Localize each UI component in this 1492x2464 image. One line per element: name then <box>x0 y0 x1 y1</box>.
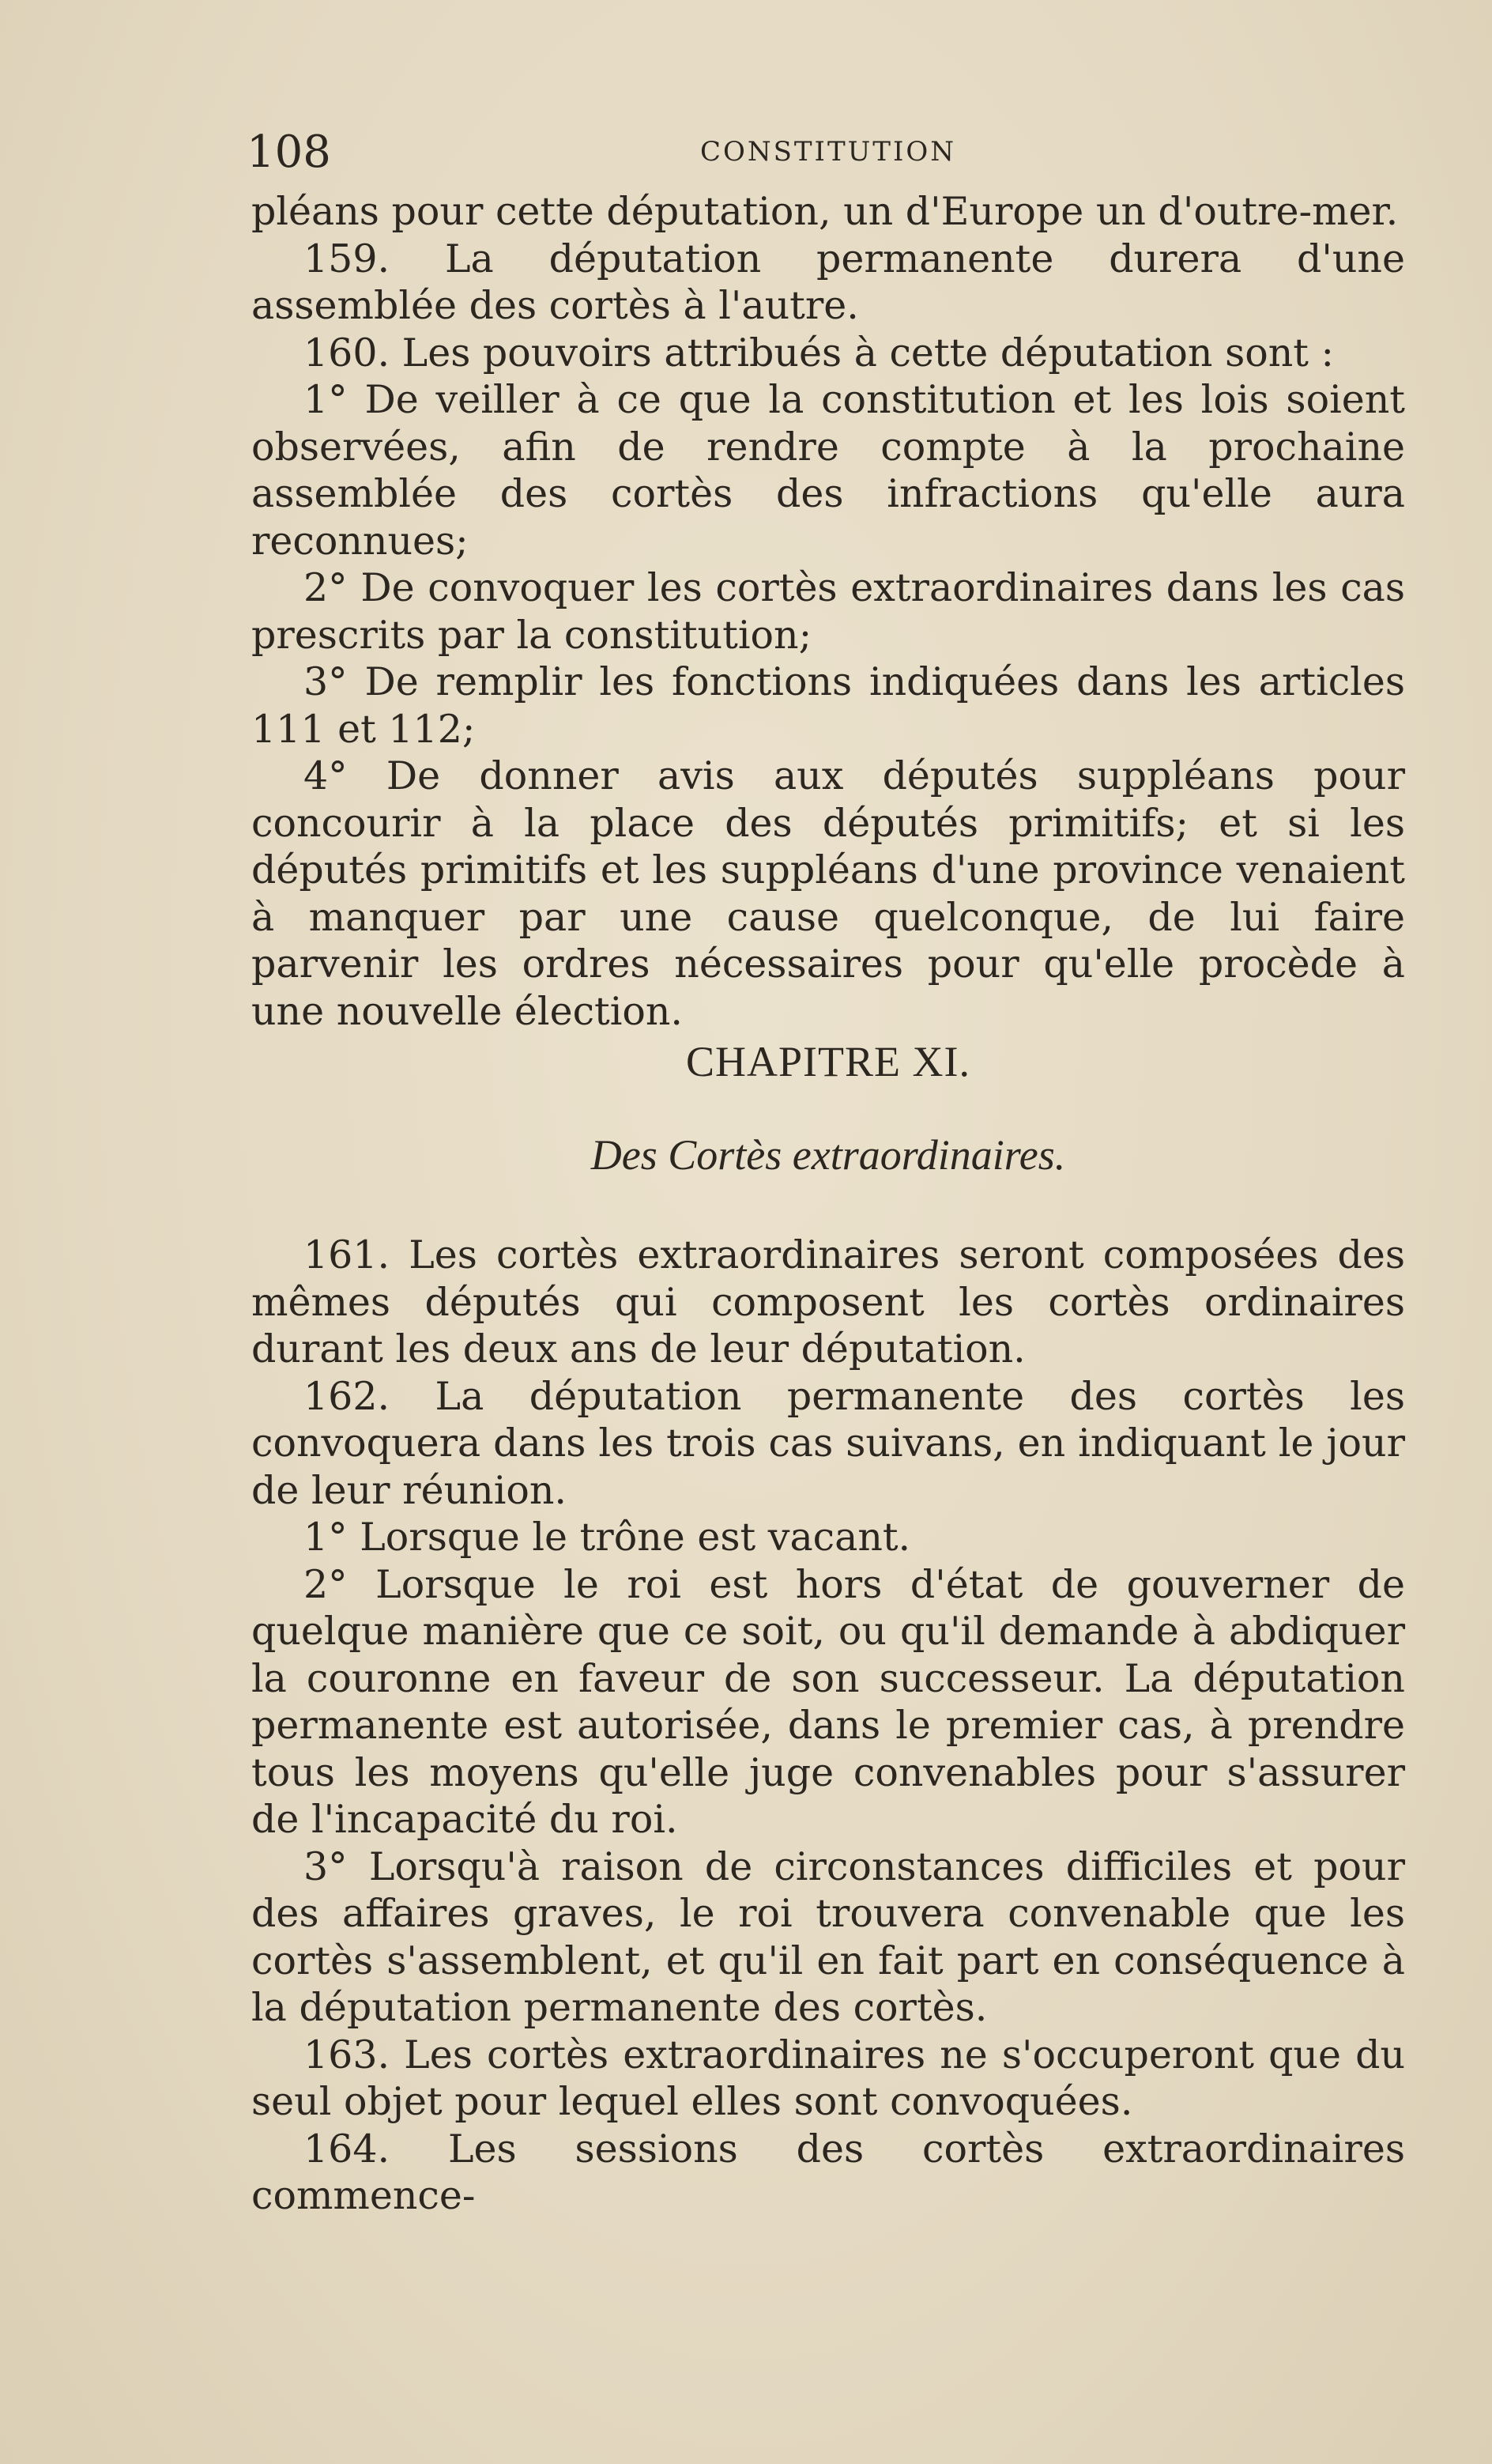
paragraph: 1° Lorsque le trône est vacant. <box>303 1515 911 1560</box>
paragraph: 2° De convoquer les cortès extraordinaires dans les cas prescrits par la constitution; <box>251 565 1405 658</box>
paragraph: 161. Les cortès extraordinaires seront composées des mêmes députés qui composent les cortès ordinaires durant les deux ans de leur députation. <box>251 1232 1405 1372</box>
paragraph: 160. Les pouvoirs attribués à cette députation sont : <box>303 330 1335 375</box>
running-head: CONSTITUTION <box>699 136 957 168</box>
chapter-subtitle: Des Cortès extraordinaires. <box>590 1131 1066 1179</box>
paragraph: 159. La députation permanente durera d'une assemblée des cortès à l'autre. <box>251 236 1405 328</box>
paragraph: 164. Les sessions des cortès extraordinaires commence- <box>251 2126 1405 2218</box>
paragraph: 1° De veiller à ce que la constitution et les lois soient observées, afin de rendre compte à la prochaine assemblée des cortès des infractions qu'elle aura reconnues; <box>251 377 1405 564</box>
paragraph: pléans pour cette députation, un d'Europe un d'outre-mer. <box>251 189 1399 234</box>
text-block-bottom <box>251 1232 1405 2220</box>
text-block-top <box>251 188 1405 1035</box>
paragraph: 162. La députation permanente des cortès les convoquera dans les trois cas suivans, en indiquant le jour de leur réunion. <box>251 1373 1405 1513</box>
page-number: 108 <box>247 126 331 178</box>
paragraph: 4° De donner avis aux députés suppléans pour concourir à la place des députés primitifs; et si les députés primitifs et les suppléans d'une province venaient à manquer par une cause quelconque, de lui faire parvenir les ordres nécessaires pour qu'elle procède à une nouvelle élection. <box>251 753 1405 1034</box>
paragraph: 2° Lorsque le roi est hors d'état de gouverner de quelque manière que ce soit, ou qu'il demande à abdiquer la couronne en faveur de son successeur. La députation permanente est autorisée, dans le premier cas, à prendre tous les moyens qu'elle juge convenables pour s'assurer de l'incapacité du roi. <box>251 1561 1405 1842</box>
chapter-title: CHAPITRE XI. <box>686 1038 970 1085</box>
paragraph: 3° Lorsqu'à raison de circonstances difficiles et pour des affaires graves, le roi trouvera convenable que les cortès s'assemblent, et qu'il en fait part en conséquence à la députation permanente des cortès. <box>251 1843 1405 2030</box>
paragraph: 163. Les cortès extraordinaires ne s'occuperont que du seul objet pour lequel elles sont convoquées. <box>251 2032 1405 2124</box>
paragraph: 3° De remplir les fonctions indiquées dans les articles 111 et 112; <box>251 659 1405 752</box>
page-header <box>247 126 1405 190</box>
